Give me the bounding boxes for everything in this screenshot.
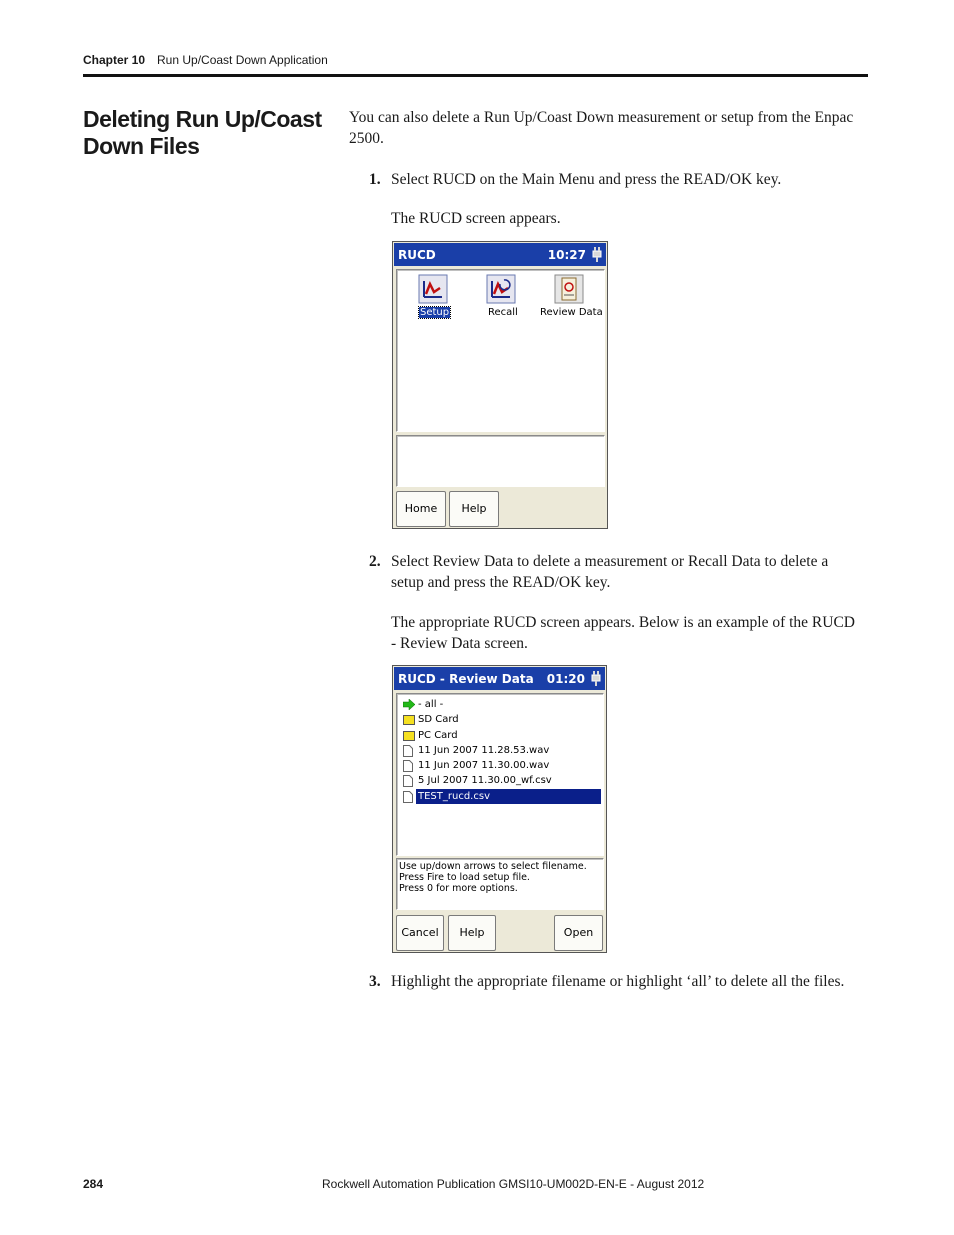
- folder-icon: [403, 730, 415, 741]
- step-number: 1.: [369, 171, 381, 188]
- folder-icon: [403, 714, 415, 725]
- file-name: PC Card: [418, 730, 458, 741]
- review-data-icon[interactable]: [554, 274, 584, 304]
- clock: 10:27: [547, 248, 586, 262]
- rucd-screen: [392, 241, 608, 529]
- step-1: [369, 169, 782, 190]
- message-line: Press Fire to load setup file.: [399, 872, 530, 883]
- review-data-label[interactable]: Review Data: [540, 307, 603, 318]
- step-2-result: The appropriate RUCD screen appears. Below is an example of the RUCD - Review Data screen.: [391, 614, 856, 652]
- power-plug-icon: [591, 246, 603, 263]
- recall-icon[interactable]: [486, 274, 516, 304]
- file-icon: [403, 775, 413, 787]
- file-icon: [403, 791, 413, 803]
- list-item-selected[interactable]: [403, 789, 601, 804]
- help-button[interactable]: Help: [448, 915, 496, 951]
- screen-title: RUCD - Review Data: [398, 672, 534, 686]
- clock: 01:20: [546, 672, 585, 686]
- review-data-screen: [392, 665, 607, 953]
- list-item[interactable]: [403, 728, 593, 743]
- green-arrow-icon: [403, 699, 415, 710]
- step-1-result: The RUCD screen appears.: [391, 210, 561, 227]
- file-name: TEST_rucd.csv: [416, 789, 601, 804]
- setup-label[interactable]: Setup: [420, 307, 450, 318]
- section-title: Deleting Run Up/Coast Down Files: [83, 106, 322, 159]
- chapter-title: Run Up/Coast Down Application: [157, 53, 328, 67]
- title-bar: [394, 243, 606, 266]
- file-icon: [403, 760, 413, 772]
- header-rule: [83, 74, 868, 77]
- intro-paragraph: You can also delete a Run Up/Coast Down measurement or setup from the Enpac 2500.: [349, 109, 854, 147]
- recall-label[interactable]: Recall: [488, 307, 518, 318]
- home-button[interactable]: Home: [396, 491, 446, 527]
- step-number: 3.: [369, 973, 381, 990]
- message-line: Use up/down arrows to select filename.: [399, 861, 587, 872]
- message-panel: [396, 435, 605, 487]
- step-3: [369, 971, 845, 992]
- help-button[interactable]: Help: [449, 491, 499, 527]
- publication-info: Rockwell Automation Publication GMSI10-UM002D-EN-E - August 2012: [322, 1177, 705, 1191]
- file-icon: [403, 745, 413, 757]
- step-text: Select RUCD on the Main Menu and press the READ/OK key.: [391, 171, 782, 188]
- cancel-button[interactable]: Cancel: [396, 915, 444, 951]
- step-text: Select Review Data to delete a measurement or Recall Data to delete a setup and press the READ/OK key.: [391, 553, 829, 591]
- message-line: Press 0 for more options.: [399, 883, 518, 894]
- page-number: 284: [83, 1177, 104, 1191]
- message-panel: [396, 858, 604, 910]
- setup-icon[interactable]: [418, 274, 448, 304]
- file-name: SD Card: [418, 714, 459, 725]
- power-plug-icon: [590, 670, 602, 687]
- open-button[interactable]: Open: [554, 915, 603, 951]
- list-item[interactable]: [403, 697, 593, 712]
- file-name: - all -: [418, 699, 444, 710]
- chapter-label: Chapter 10: [83, 53, 146, 67]
- file-name: 11 Jun 2007 11.28.53.wav: [418, 745, 550, 756]
- step-number: 2.: [369, 553, 381, 570]
- file-name: 11 Jun 2007 11.30.00.wav: [418, 760, 550, 771]
- list-item[interactable]: [403, 712, 593, 727]
- screen-title: RUCD: [398, 248, 436, 262]
- step-2: [369, 551, 829, 591]
- icon-panel: [396, 269, 605, 432]
- file-list: [396, 693, 604, 856]
- list-item[interactable]: [403, 773, 593, 788]
- title-bar: [394, 667, 605, 690]
- step-text: Highlight the appropriate filename or highlight ‘all’ to delete all the files.: [391, 973, 845, 990]
- file-name: 5 Jul 2007 11.30.00_wf.csv: [418, 775, 552, 786]
- list-item[interactable]: [403, 758, 593, 773]
- list-item[interactable]: [403, 743, 593, 758]
